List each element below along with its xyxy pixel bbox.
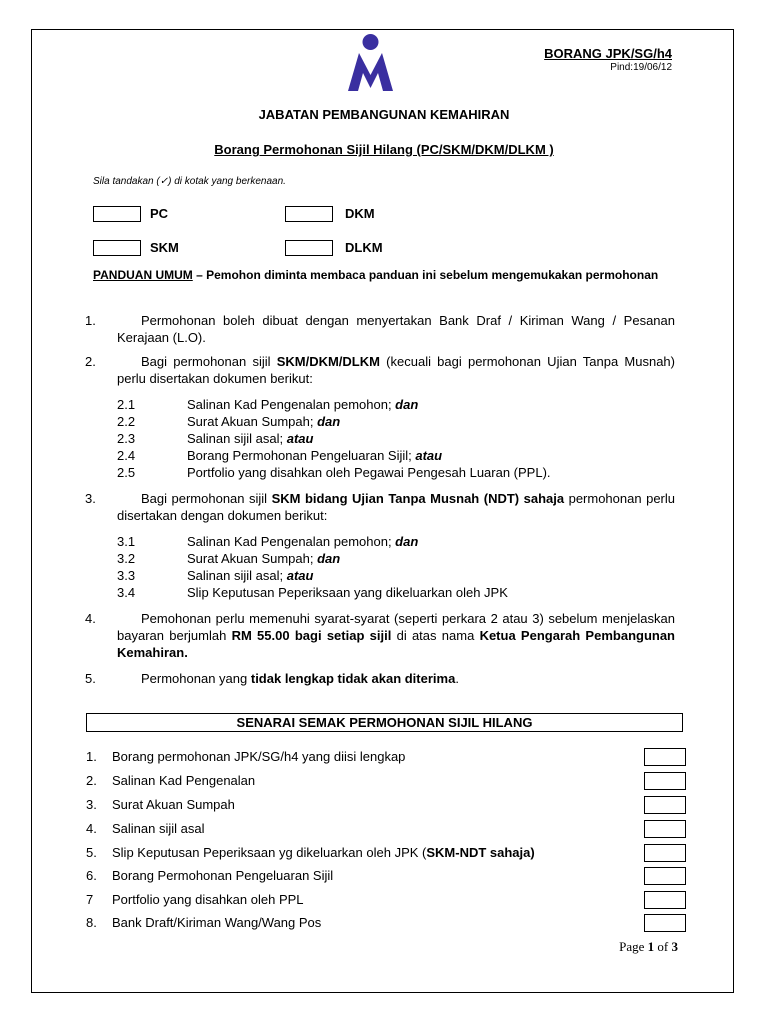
checkbox-dlkm[interactable] [285,240,333,256]
checkbox-skm[interactable] [93,240,141,256]
general-guide-text: – Pemohon diminta membaca panduan ini sebelum mengemukakan permohonan [192,268,659,282]
guide-item-2 [85,353,675,387]
checklist-checkbox[interactable] [644,772,686,790]
guide-item-number: 2. [85,354,96,369]
guide-item-1 [85,312,675,346]
guide-item-number: 3. [85,491,96,506]
form-title: Borang Permohonan Sijil Hilang (PC/SKM/DKM/DLKM ) [214,142,554,157]
checklist-checkbox[interactable] [644,796,686,814]
page-number: Page 1 of 3 [619,939,678,954]
guide-item-text: Bagi permohonan sijil SKM/DKM/DLKM (kecuali bagi permohonan Ujian Tanpa Musnah) perlu disertakan dokumen berikut: [117,354,675,386]
checklist-checkbox[interactable] [644,820,686,838]
checklist-title: SENARAI SEMAK PERMOHONAN SIJIL HILANG [86,713,683,732]
form-revision-date: Pind:19/06/12 [610,62,672,73]
checklist-row: 7 Portfolio yang disahkan oleh PPL [86,891,686,909]
checklist-row: 3. Surat Akuan Sumpah [86,796,686,814]
guide-item-number: 5. [85,671,96,686]
checklist-row: 4. Salinan sijil asal [86,820,686,838]
checklist-checkbox[interactable] [644,914,686,932]
checkbox-label-dkm: DKM [345,206,375,221]
checkbox-dkm[interactable] [285,206,333,222]
guide-item-3 [85,490,675,524]
checklist-row: 1. Borang permohonan JPK/SG/h4 yang diisi lengkap [86,748,686,766]
checkbox-label-skm: SKM [150,240,179,255]
checklist-row: 8. Bank Draft/Kiriman Wang/Wang Pos [86,914,686,932]
guide-item-4 [85,610,675,661]
checklist-checkbox[interactable] [644,844,686,862]
guide-item-text: Pemohonan perlu memenuhi syarat-syarat (seperti perkara 2 atau 3) sebelum menjelaskan bayaran berjumlah RM 55.00 bagi setiap sijil di atas nama Ketua Pengarah Pembangunan Kemahiran. [117,611,675,660]
guide-item-text: Permohonan boleh dibuat dengan menyertakan Bank Draf / Kiriman Wang / Pesanan Kerajaan (L.O). [117,313,675,345]
checkbox-label-dlkm: DLKM [345,240,383,255]
department-title: JABATAN PEMBANGUNAN KEMAHIRAN [258,107,510,122]
checklist-row: 6. Borang Permohonan Pengeluaran Sijil [86,867,686,885]
guide-item-text: Permohonan yang tidak lengkap tidak akan diterima. [141,671,459,686]
checkbox-label-pc: PC [150,206,169,221]
instruction-text: Sila tandakan (✓) di kotak yang berkenaan. [93,176,286,187]
guide-item-5 [85,670,675,687]
checklist-row: 5. Slip Keputusan Peperiksaan yg dikeluarkan oleh JPK (SKM-NDT sahaja) [86,844,686,862]
guide-item-number: 4. [85,611,96,626]
checklist-checkbox[interactable] [644,748,686,766]
general-guide-label: PANDUAN UMUM [93,268,193,282]
checkbox-pc[interactable] [93,206,141,222]
guide-item-number: 1. [85,313,96,328]
guide-item-text: Bagi permohonan sijil SKM bidang Ujian Tanpa Musnah (NDT) sahaja permohonan perlu disertakan dengan dokumen berikut: [117,491,675,523]
jpk-logo-icon [343,33,398,93]
general-guide [93,267,677,283]
checklist-checkbox[interactable] [644,891,686,909]
form-code: BORANG JPK/SG/h4 [544,46,672,61]
checklist-row: 2. Salinan Kad Pengenalan [86,772,686,790]
checklist-checkbox[interactable] [644,867,686,885]
